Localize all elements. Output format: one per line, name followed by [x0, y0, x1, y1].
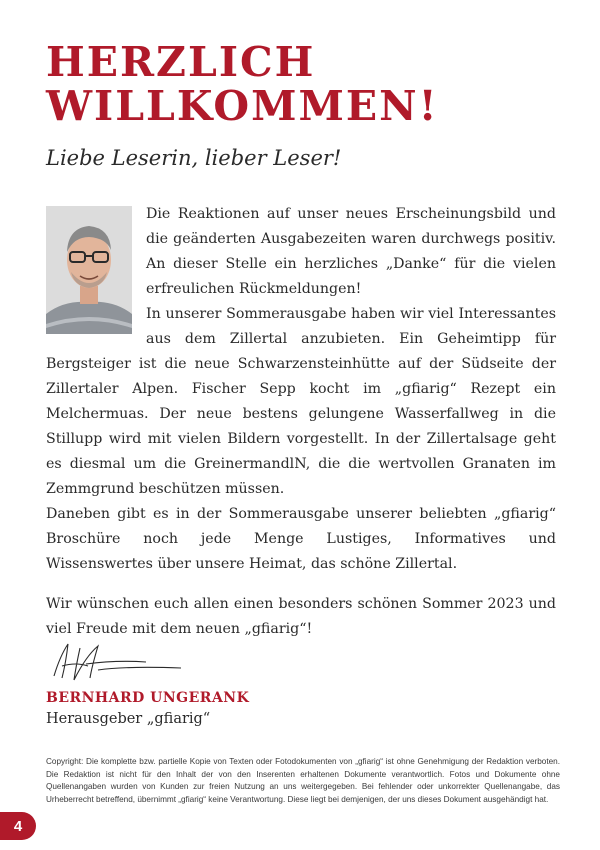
author-photo [46, 206, 132, 334]
paragraph-1: Die Reaktionen auf unser neues Erscheinungsbild und die geänderten Ausgabezeiten waren durchwegs positiv. An dieser Stelle ein herzliches „Danke“ für die vielen erfreulichen Rückmeldungen! [146, 206, 556, 297]
author-name: BERNHARD UNGERANK [46, 690, 250, 706]
portrait-image [46, 206, 132, 334]
article-body [46, 202, 556, 577]
page-title [46, 40, 566, 128]
signature-image [46, 636, 186, 686]
greeting: Liebe Leserin, lieber Leser! [46, 146, 342, 170]
closing-text: Wir wünschen euch allen einen besonders schönen Sommer 2023 und viel Freude mit dem neuen „gfiarig“! [46, 596, 556, 637]
paragraph-3: Daneben gibt es in der Sommerausgabe unserer beliebten „gfiarig“ Broschüre noch jede Menge Lustiges, Informatives und Wissenswertes über unsere Heimat, das schöne Zillertal. [46, 506, 556, 572]
author-role: Herausgeber „gfiarig“ [46, 711, 211, 727]
paragraph-2: In unserer Sommerausgabe haben wir viel Interessantes aus dem Zillertal anzubieten. Ein Geheimtipp für Bergsteiger ist die neue Schwarzensteinhütte auf der Südseite der Zillertaler Alpen. Fischer Sepp kocht im „gfiarig“ Rezept ein Melchermuas. Der neue bestens gelungene Wasserfallweg in die Stillupp wird mit vielen Bildern vorgestellt. In der Zillertalsage geht es diesmal um die GreinermandlN, die die wertvollen Granaten im Zemmgrund beschützen müssen. [46, 306, 556, 497]
page-number-badge [0, 812, 36, 840]
title-line-1: HERZLICH [46, 38, 316, 86]
page-number: 4 [13, 817, 23, 835]
copyright-notice: Copyright: Die komplette bzw. partielle Kopie von Texten oder Fotodokumenten von „gfiarig“ ist ohne Genehmigung der Redaktion verboten. Die Redaktion ist nicht für den Inhalt der von den Inserenten erhaltenen Dokumente verantwortlich. Fotos und Dokumente ohne Quellenangaben wurden von Kunden zur freien Nutzung an uns weitergegeben. Bei fehlender oder unkorrekter Quellenangabe, das Urheberrecht betreffend, übernimmt „gfiarig“ keine Verantwortung. Diese liegt bei demjenigen, der uns dieses Dokument ausgehändigt hat. [46, 757, 560, 804]
title-line-2: WILLKOMMEN! [46, 82, 439, 130]
